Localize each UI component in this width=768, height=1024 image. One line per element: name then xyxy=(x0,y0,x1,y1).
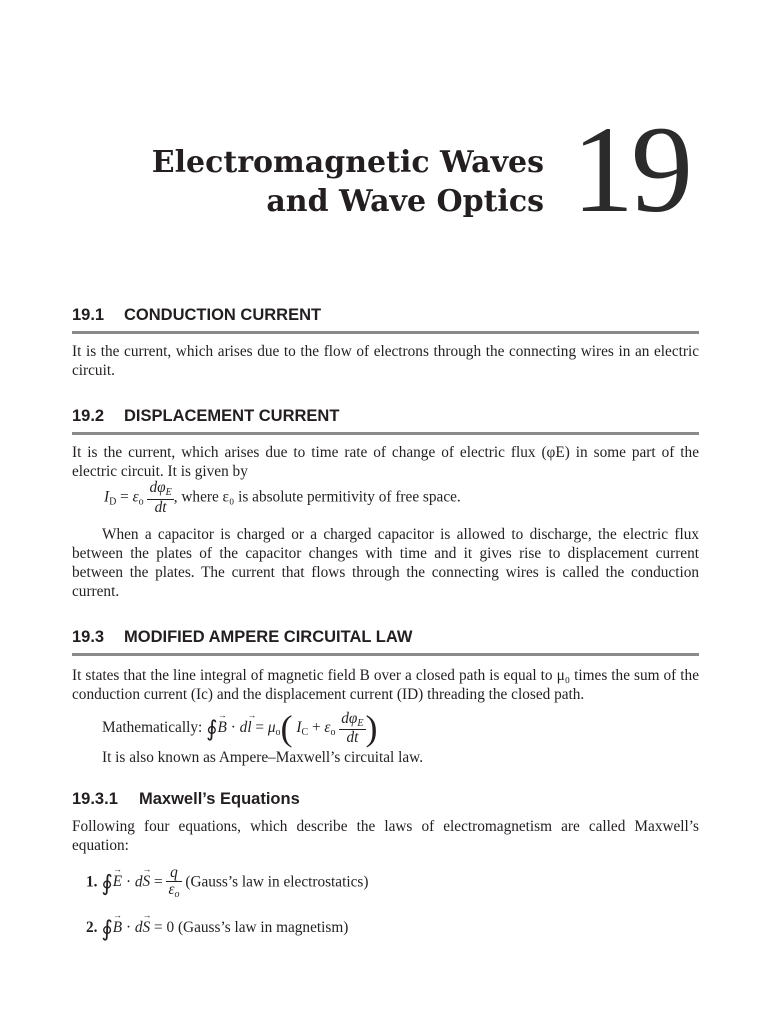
equation-gauss-electrostatics: 1. ∮E → · dS → = $\frac{q}{\varepsilon_o}$ (Gauss’s law in electrostatics) xyxy=(86,865,368,901)
equation-number: 2. xyxy=(86,919,98,936)
paragraph-conduction-current: It is the current, which arises due to the flow of electrons through the connecting wires in an electric circuit. xyxy=(72,343,699,379)
section-title: DISPLACEMENT CURRENT xyxy=(124,407,340,425)
fraction-dphi-dt: $\frac{d\varphi_E}{dt}$ xyxy=(149,479,172,516)
equation-displacement-current: $I_D = \varepsilon_o$ $\frac{d\varphi_E}{dt}$ , where ε₀ is absolute permitivity of free space. xyxy=(104,479,461,516)
paragraph-ampere-maxwell-note: It is also known as Ampere–Maxwell’s circuital law. xyxy=(102,749,424,766)
math-label: Mathematically: xyxy=(102,719,203,736)
equation-gauss-magnetism: 2. ∮B → · dS → = 0 (Gauss’s law in magnetism) xyxy=(86,916,348,942)
section-rule xyxy=(72,653,699,656)
paragraph-ampere-law: It states that the line integral of magnetic field B over a closed path is equal to μ₀ times the sum of the conduction current (Ic) and the displacement current (ID) threading the closed path. xyxy=(72,667,699,703)
section-heading-19-2 xyxy=(72,407,699,426)
chapter-title-line2: and Wave Optics xyxy=(266,184,544,219)
section-heading-19-1 xyxy=(72,306,699,325)
subsection-number: 19.3.1 xyxy=(72,790,118,808)
section-heading-19-3 xyxy=(72,628,699,647)
section-number: 19.1 xyxy=(72,306,105,324)
chapter-title-line1: Electromagnetic Waves xyxy=(151,145,544,180)
section-number: 19.2 xyxy=(72,407,105,425)
fraction-dphi-dt: $\frac{d\varphi_E}{dt}$ xyxy=(341,709,364,747)
section-title: CONDUCTION CURRENT xyxy=(124,306,322,324)
equation-note: (Gauss’s law in electrostatics) xyxy=(185,873,369,891)
equation-note: (Gauss’s law in magnetism) xyxy=(177,919,349,936)
section-number: 19.3 xyxy=(72,628,105,646)
subsection-title: Maxwell’s Equations xyxy=(139,790,300,808)
chapter-number: 19 xyxy=(572,101,690,238)
chapter-title xyxy=(152,143,544,221)
section-title: MODIFIED AMPERE CIRCUITAL LAW xyxy=(124,628,413,646)
paragraph-maxwell-intro: Following four equations, which describe the laws of electromagnetism are called Maxwell’s equation: xyxy=(72,818,699,854)
paragraph-capacitor: When a capacitor is charged or a charged capacitor is allowed to discharge, the electric flux between the plates of the capacitor changes with time and it gives rise to displacement current between the plates. The current that flows through the connecting wires is called the conduction current. xyxy=(72,526,699,600)
fraction-q-epsilon: $\frac{q}{\varepsilon_o}$ xyxy=(168,864,180,901)
section-rule xyxy=(72,432,699,435)
paragraph-displacement-current: It is the current, which arises due to time rate of change of electric flux (φE) in some part of the electric circuit. It is given by xyxy=(72,444,699,480)
subsection-heading-maxwell xyxy=(72,790,300,809)
equation-suffix: , where ε₀ is absolute permitivity of free space. xyxy=(173,488,461,506)
section-rule xyxy=(72,331,699,334)
equation-ampere-maxwell: Mathematically: ∮B → · dl → = $\mu_o$( $I_C + \varepsilon_o$ $\frac{d\varphi_E}{dt}$ ) xyxy=(102,707,378,749)
equation-number: 1. xyxy=(86,873,98,891)
